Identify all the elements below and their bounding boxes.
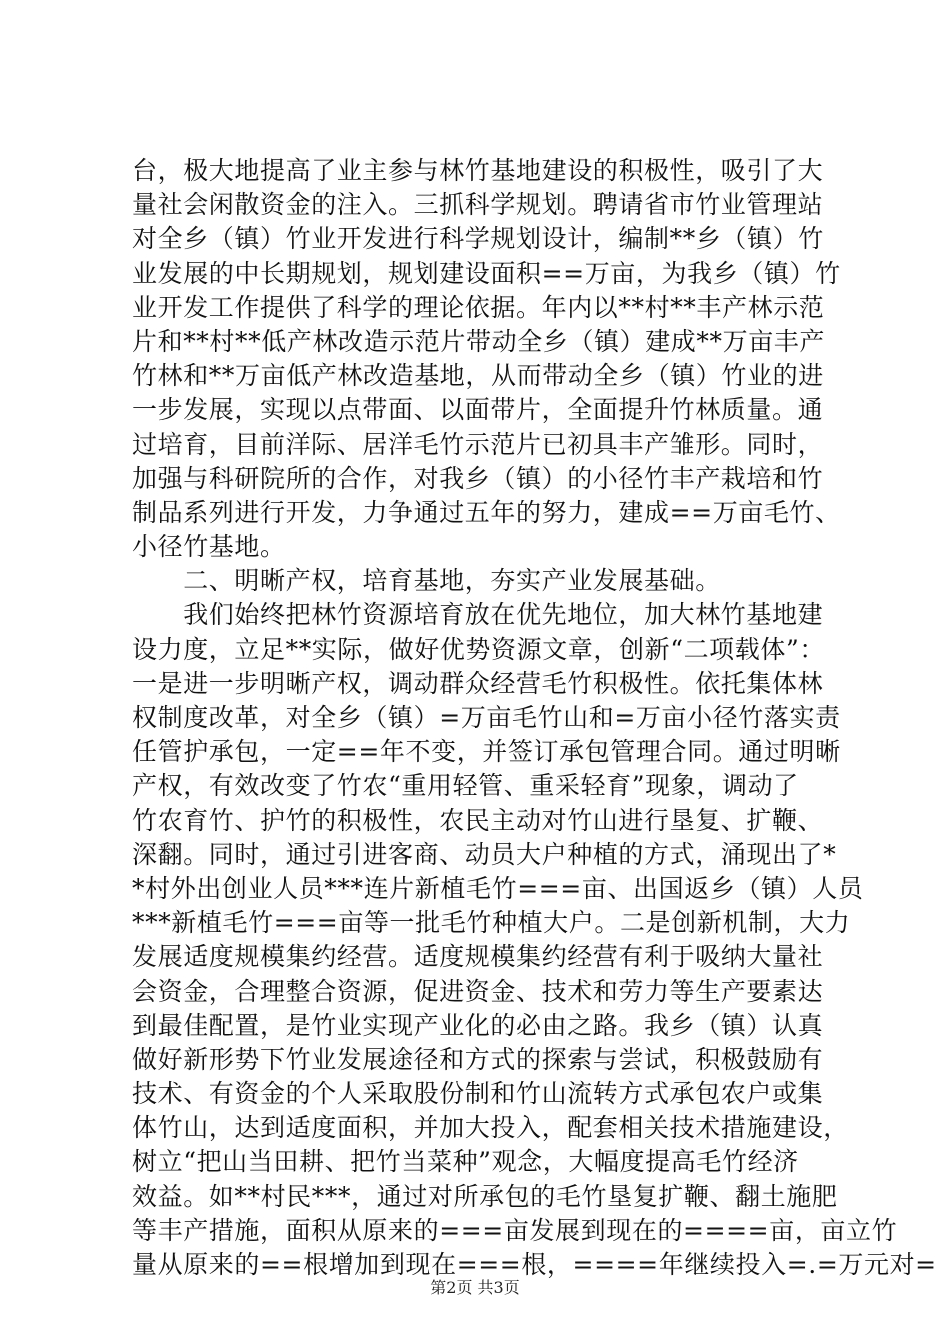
page-footer: 第2页 共3页 <box>430 1278 520 1297</box>
text-line: 过培育，目前洋际、居洋毛竹示范片已初具丰产雏形。同时， <box>132 429 824 459</box>
text-line: 一是进一步明晰产权，调动群众经营毛竹积极性。依托集体林 <box>132 668 824 698</box>
text-line: ***新植毛竹===亩等一批毛竹种植大户。二是创新机制，大力 <box>132 908 851 938</box>
body-text <box>132 154 937 1282</box>
text-line: 会资金，合理整合资源，促进资金、技术和劳力等生产要素达 <box>132 976 824 1006</box>
text-line: 竹农育竹、护竹的积极性，农民主动对竹山进行垦复、扩鞭、 <box>132 805 824 835</box>
text-line: 我们始终把林竹资源培育放在优先地位，加大林竹基地建 <box>132 600 824 630</box>
text-line: 加强与科研院所的合作，对我乡（镇）的小径竹丰产栽培和竹 <box>132 463 824 493</box>
text-line: 设力度，立足**实际，做好优势资源文章，创新“二项载体”： <box>132 634 825 664</box>
text-line: 制品系列进行开发，力争通过五年的努力，建成==万亩毛竹、 <box>132 497 841 527</box>
text-line: 发展适度规模集约经营。适度规模集约经营有利于吸纳大量社 <box>132 942 824 972</box>
text-line: 量从原来的==根增加到现在===根，====年继续投入=.=万元对= <box>132 1250 937 1279</box>
text-line: 产权，有效改变了竹农“重用轻管、重采轻育”现象，调动了 <box>132 771 799 801</box>
text-line: 小径竹基地。 <box>132 532 286 562</box>
text-line: 竹林和**万亩低产林改造基地，从而带动全乡（镇）竹业的进 <box>132 361 824 391</box>
text-line: 做好新形势下竹业发展途径和方式的探索与尝试，积极鼓励有 <box>132 1044 824 1074</box>
text-line: 等丰产措施，面积从原来的===亩发展到现在的====亩，亩立竹 <box>132 1215 898 1245</box>
text-line: 对全乡（镇）竹业开发进行科学规划设计，编制**乡（镇）竹 <box>132 224 824 254</box>
text-line: 二、明晰产权，培育基地，夯实产业发展基础。 <box>132 566 721 596</box>
text-line: 一步发展，实现以点带面、以面带片，全面提升竹林质量。通 <box>132 395 824 425</box>
text-line: 到最佳配置，是竹业实现产业化的必由之路。我乡（镇）认真 <box>132 1010 824 1040</box>
text-line: 业发展的中长期规划，规划建设面积==万亩，为我乡（镇）竹 <box>132 258 841 288</box>
text-line: *村外出创业人员***连片新植毛竹===亩、出国返乡（镇）人员 <box>132 873 864 903</box>
text-line: 量社会闲散资金的注入。三抓科学规划。聘请省市竹业管理站 <box>132 190 824 220</box>
text-line: 权制度改革，对全乡（镇）=万亩毛竹山和=万亩小径竹落实责 <box>132 703 841 732</box>
text-line: 效益。如**村民***，通过对所承包的毛竹垦复扩鞭、翻土施肥 <box>132 1181 838 1211</box>
text-line: 深翻。同时，通过引进客商、动员大户种植的方式，涌现出了* <box>132 839 837 869</box>
text-line: 业开发工作提供了科学的理论依据。年内以**村**丰产林示范 <box>132 292 825 322</box>
text-line: 技术、有资金的个人采取股份制和竹山流转方式承包农户或集 <box>132 1079 824 1109</box>
text-line: 体竹山，达到适度面积，并加大投入，配套相关技术措施建设， <box>132 1113 849 1143</box>
text-line: 树立“把山当田耕、把竹当菜种”观念，大幅度提高毛竹经济 <box>132 1147 799 1177</box>
text-line: 片和**村**低产林改造示范片带动全乡（镇）建成**万亩丰产 <box>132 326 826 356</box>
text-line: 台，极大地提高了业主参与林竹基地建设的积极性，吸引了大 <box>132 156 824 185</box>
text-line: 任管护承包，一定==年不变，并签订承包管理合同。通过明晰 <box>132 737 841 767</box>
